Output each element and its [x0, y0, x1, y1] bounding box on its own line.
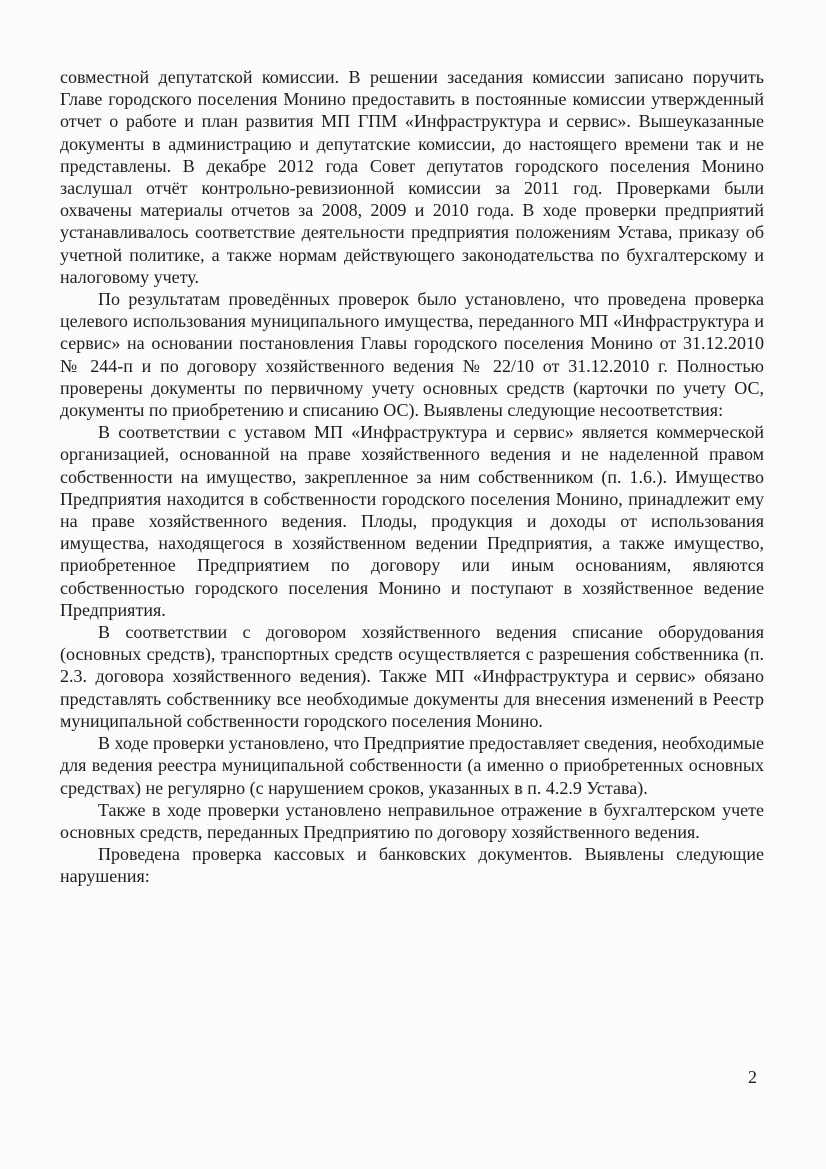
paragraph-registry-reporting: В ходе проверки установлено, что Предприятие предоставляет сведения, необходимые для ведения реестра муниципальной собственности (а именно о приобретенных основных средствах) не регулярно (с нарушением сроков, указанных в п. 4.2.9 Устава).	[60, 733, 764, 798]
paragraph-property-audit: По результатам проведённых проверок было установлено, что проведена проверка целевого использования муниципального имущества, переданного МП «Инфраструктура и сервис» на основании постановления Главы городского поселения Монино от 31.12.2010 № 244-п и по договору хозяйственного ведения № 22/10 от 31.12.2010 г. Полностью проверены документы по первичному учету основных средств (карточки по учету ОС, документы по приобретению и списанию ОС). Выявлены следующие несоответствия:	[60, 289, 764, 421]
paragraph-cash-documents: Проведена проверка кассовых и банковских документов. Выявлены следующие нарушения:	[60, 844, 764, 887]
paragraph-accounting-errors: Также в ходе проверки установлено неправильное отражение в бухгалтерском учете основных средств, переданных Предприятию по договору хозяйственного ведения.	[60, 799, 764, 842]
paragraph-commission-report: совместной депутатской комиссии. В решении заседания комиссии записано поручить Главе городского поселения Монино предоставить в постоянные комиссии утвержденный отчет о работе и план развития МП ГПМ «Инфраструктура и сервис». Вышеуказанные документы в администрацию и депутатские комиссии, до настоящего времени так и не представлены. В декабре 2012 года Совет депутатов городского поселения Монино заслушал отчёт контрольно-ревизионной комиссии за 2011 год. Проверками были охвачены материалы отчетов за 2008, 2009 и 2010 года. В ходе проверки предприятий устанавливалось соответствие деятельности предприятия положениям Устава, приказу об учетной политике, а также нормам действующего законодательства по бухгалтерскому и налоговому учету.	[60, 67, 764, 287]
document-body	[60, 66, 764, 888]
paragraph-management-contract: В соответствии с договором хозяйственного ведения списание оборудования (основных средств), транспортных средств осуществляется с разрешения собственника (п. 2.3. договора хозяйственного ведения). Также МП «Инфраструктура и сервис» обязано представлять собственнику все необходимые документы для внесения изменений в Реестр муниципальной собственности городского поселения Монино.	[60, 622, 764, 731]
paragraph-charter-provisions: В соответствии с уставом МП «Инфраструктура и сервис» является коммерческой организацией, основанной на праве хозяйственного ведения и не наделенной правом собственности на имущество, закрепленное за ним собственником (п. 1.6.). Имущество Предприятия находится в собственности городского поселения Монино, принадлежит ему на праве хозяйственного ведения. Плоды, продукция и доходы от использования имущества, находящегося в хозяйственном ведении Предприятия, а также имущество, приобретенное Предприятием по договору или иным основаниям, являются собственностью городского поселения Монино и поступают в хозяйственное ведение Предприятия.	[60, 422, 764, 620]
page-number: 2	[748, 1067, 757, 1087]
